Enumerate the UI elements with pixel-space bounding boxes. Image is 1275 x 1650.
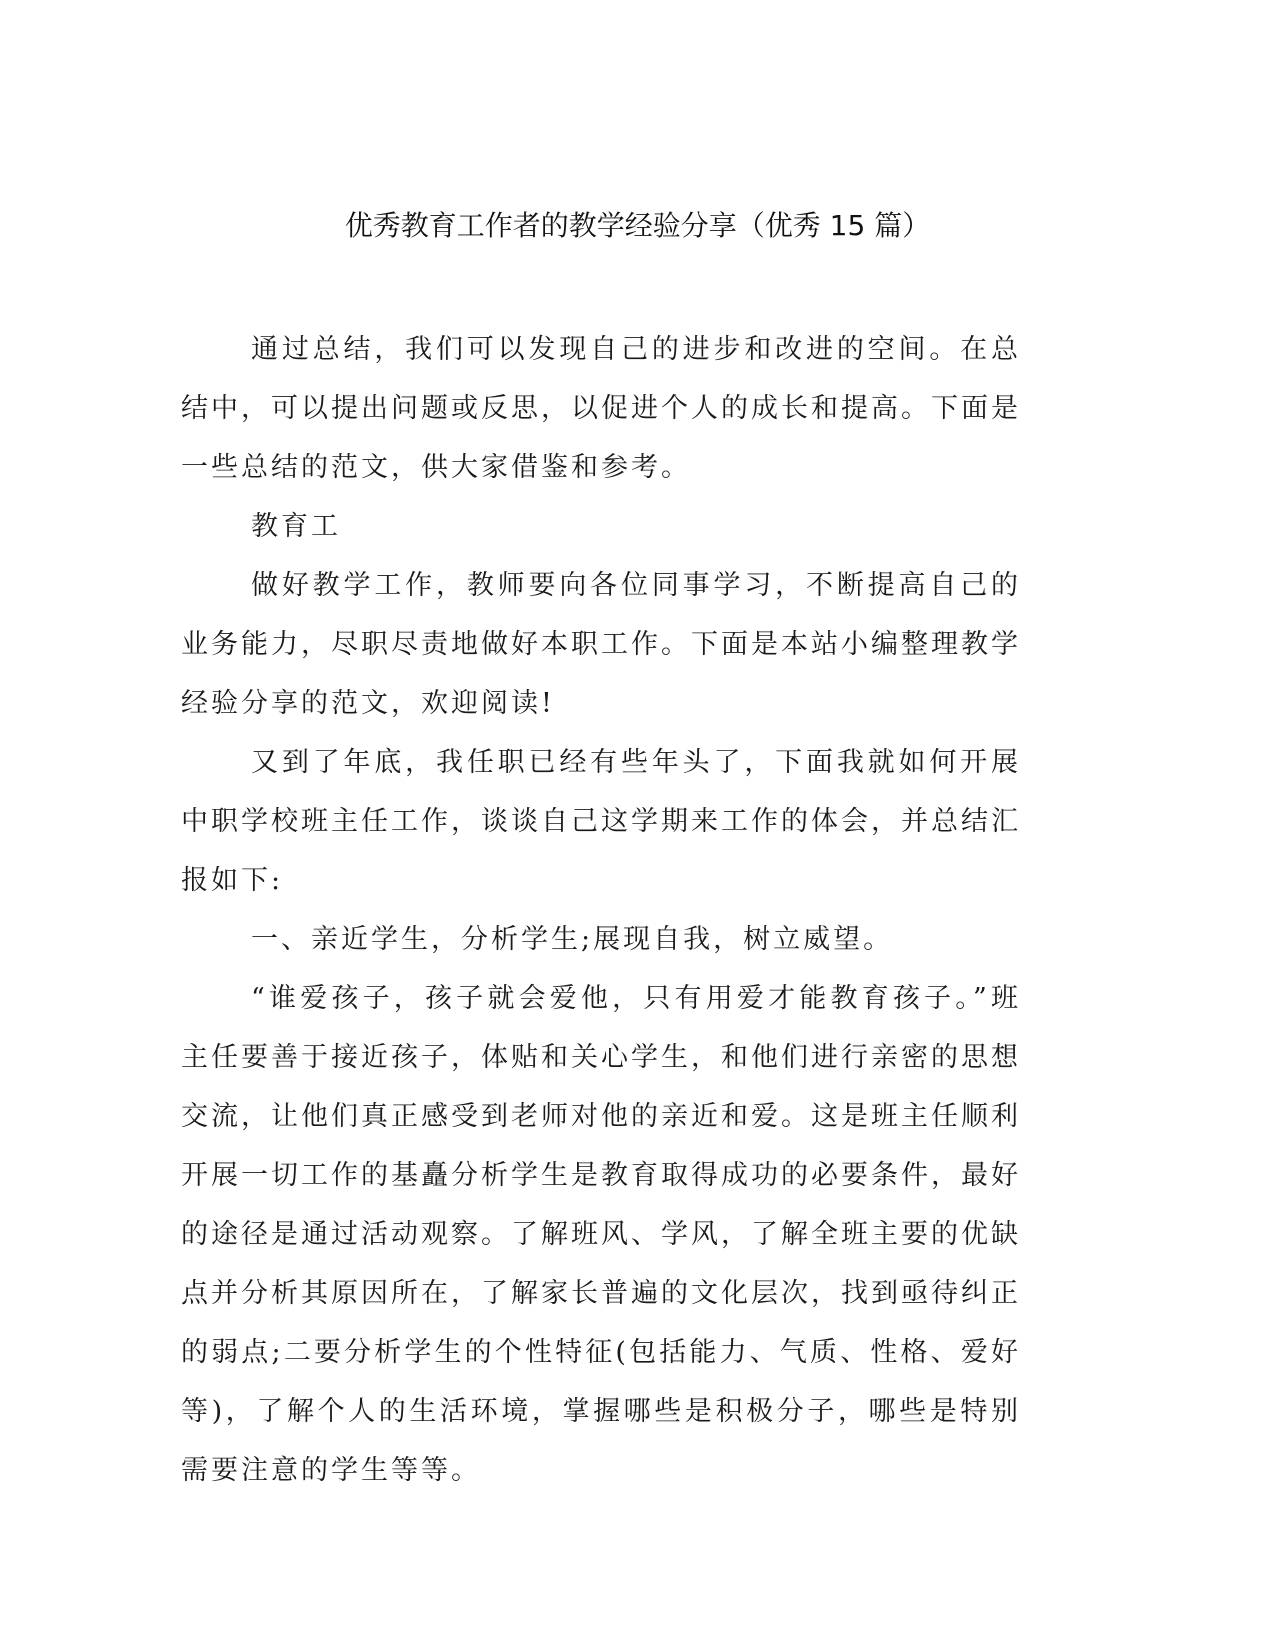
- paragraph-teaching-work: 做好教学工作，教师要向各位同事学习，不断提高自己的业务能力，尽职尽责地做好本职工作。下面是本站小编整理教学经验分享的范文，欢迎阅读!: [181, 570, 1021, 719]
- paragraph-love-students: “谁爱孩子，孩子就会爱他，只有用爱才能教育孩子。”班主任要善于接近孩子，体贴和关心学生，和他们进行亲密的思想交流，让他们真正感受到老师对他的亲近和爱。这是班主任顺利开展一切工作的基矗分析学生是教育取得成功的必要条件，最好的途径是通过活动观察。了解班风、学风，了解全班主要的优缺点并分析其原因所在，了解家长普遍的文化层次，找到亟待纠正的弱点;二要分析学生的个性特征(包括能力、气质、性格、爱好等)，了解个人的生活环境，掌握哪些是积极分子，哪些是特别需要注意的学生等等。: [181, 983, 1021, 1486]
- paragraph-section-one-heading: 一、亲近学生，分析学生;展现自我，树立威望。: [251, 924, 894, 955]
- paragraph-heading-fragment: 教育工: [251, 511, 341, 542]
- document-body: [181, 320, 1021, 1500]
- document-title: 优秀教育工作者的教学经验分享（优秀 15 篇）: [344, 209, 931, 242]
- paragraph-year-end: 又到了年底，我任职已经有些年头了，下面我就如何开展中职学校班主任工作，谈谈自己这学期来工作的体会，并总结汇报如下:: [181, 747, 1021, 896]
- paragraph-intro: 通过总结，我们可以发现自己的进步和改进的空间。在总结中，可以提出问题或反思，以促进个人的成长和提高。下面是一些总结的范文，供大家借鉴和参考。: [181, 334, 1021, 483]
